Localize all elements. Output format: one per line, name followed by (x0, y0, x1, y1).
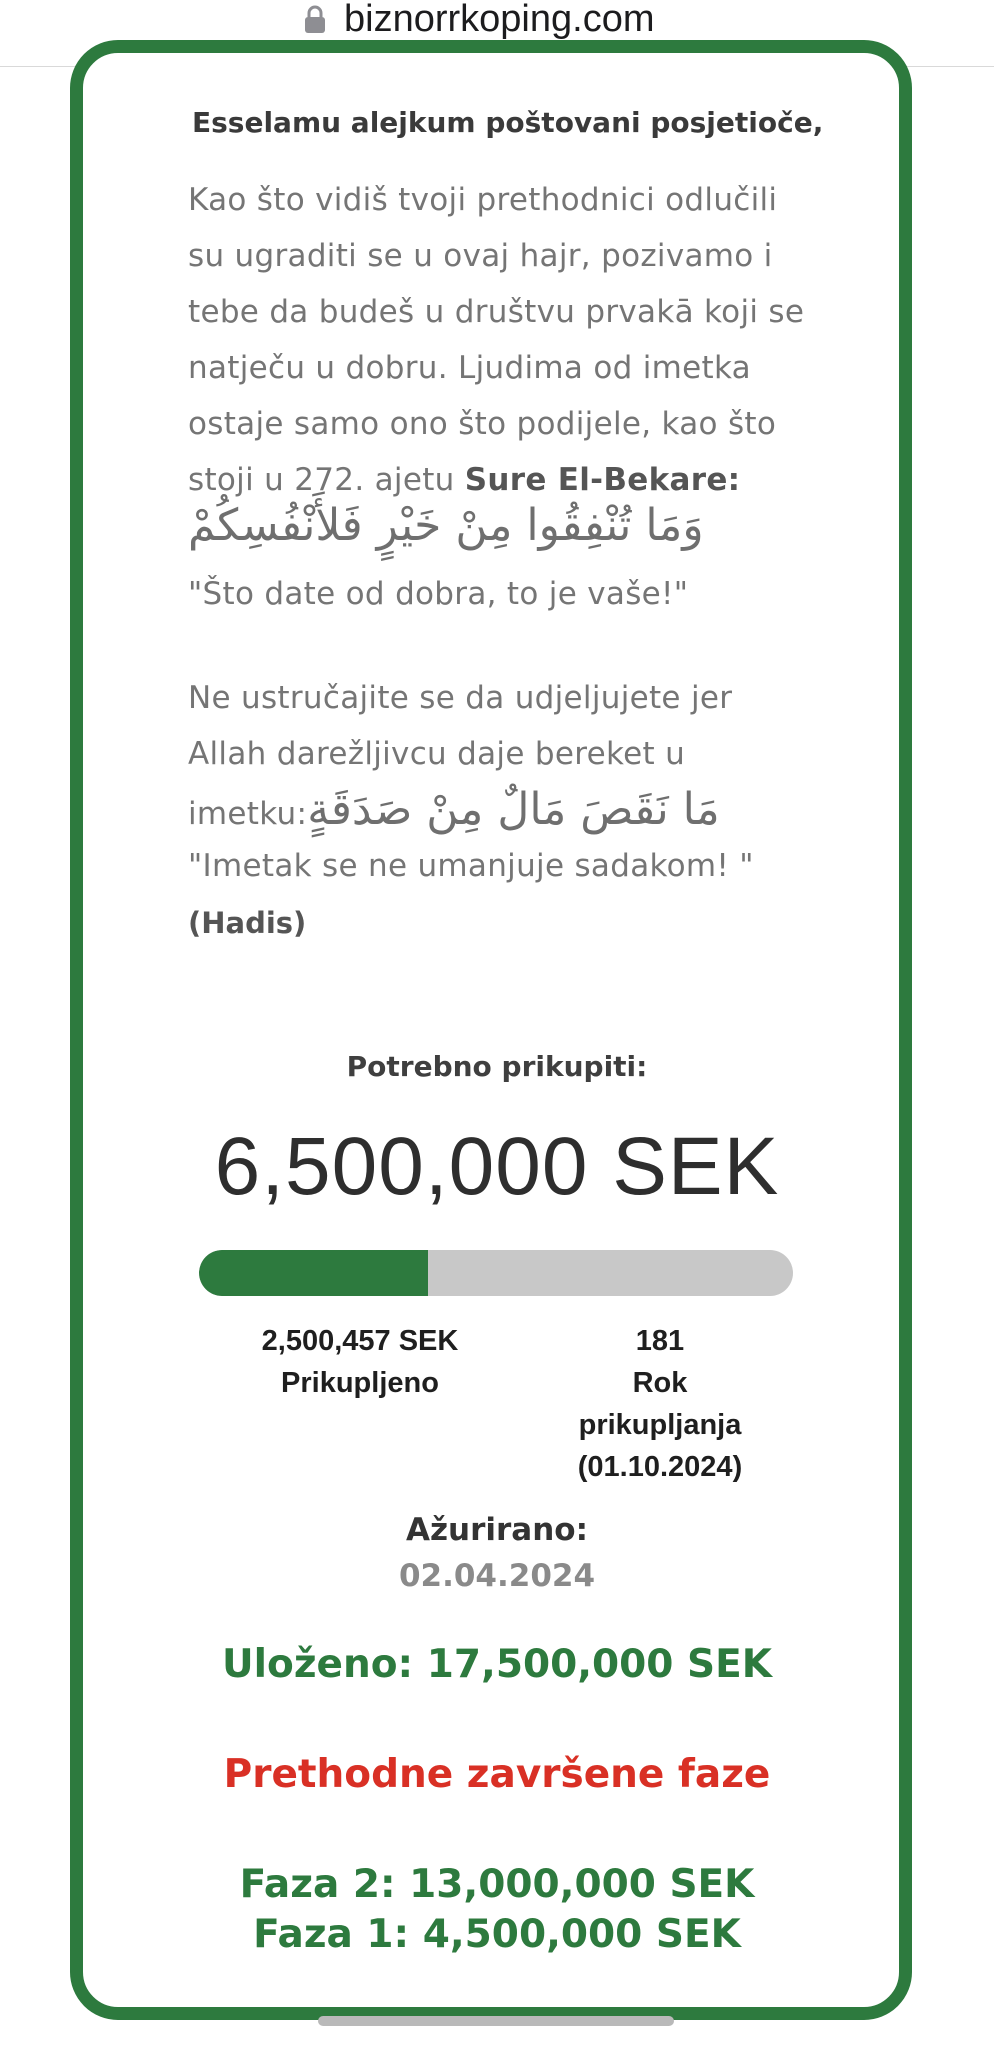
paragraph-line: tebe da budeš u društvu prvakā koji se (188, 294, 805, 330)
previous-phases-heading: Prethodne završene faze (223, 1752, 771, 1797)
deadline-date: (01.10.2024) (577, 1451, 743, 1483)
paragraph-line: ostaje samo ono što podijele, kao što (188, 406, 777, 442)
intro-paragraph (188, 172, 828, 508)
ayah-arabic: وَمَا تُنْفِقُوا مِنْ خَيْرٍ فَلأَنْفُسِكُمْ (188, 500, 704, 551)
deadline-label: prikupljanja (578, 1409, 742, 1441)
progress-bar (199, 1250, 793, 1296)
charity-paragraph (188, 670, 828, 842)
paragraph-line: natječu u dobru. Ljudima od imetka (188, 350, 751, 386)
goal-amount: 6,500,000 SEK (214, 1121, 780, 1212)
paragraph-line: Allah darežljivcu daje bereket u (188, 736, 686, 772)
collected-amount: 2,500,457 SEK (261, 1325, 459, 1357)
phase-item: Faza 2: 13,000,000 SEK (239, 1862, 755, 1907)
progress-fill (199, 1250, 428, 1296)
paragraph-line: Ne ustručajite se da udjeljujete jer (188, 680, 733, 716)
invested-total: Uloženo: 17,500,000 SEK (222, 1642, 772, 1687)
collected-stat (210, 1320, 510, 1404)
hadith-source: (Hadis) (188, 906, 307, 940)
url-text[interactable]: biznorrkoping.com (344, 0, 655, 40)
paragraph-line (188, 782, 828, 842)
surah-name: Sure El-Bekare: (464, 462, 741, 498)
lock-icon (304, 4, 326, 34)
phase-item: Faza 1: 4,500,000 SEK (253, 1912, 741, 1957)
home-indicator[interactable] (318, 2016, 674, 2026)
imetku-prefix: imetku: (188, 796, 308, 832)
goal-label: Potrebno prikupiti: (346, 1050, 648, 1083)
ayah-arabic-line (188, 500, 708, 551)
updated-date: 02.04.2024 (398, 1558, 596, 1594)
paragraph-line: Kao što vidiš tvoji prethodnici odlučili (188, 182, 778, 218)
ayah-translation: "Što date od dobra, to je vaše!" (188, 576, 689, 612)
greeting-heading: Esselamu alejkum poštovani posjetioče, (192, 106, 824, 139)
updated-label: Ažurirano: (406, 1512, 588, 1548)
days-left: 181 (635, 1325, 685, 1357)
paragraph-line: su ugraditi se u ovaj hajr, pozivamo i (188, 238, 773, 274)
deadline-label: Rok (632, 1367, 688, 1399)
deadline-stat (530, 1320, 790, 1488)
hadith-arabic: مَا نَقَصَ مَالٌ مِنْ صَدَقَةٍ (307, 784, 720, 835)
collected-label: Prikupljeno (281, 1367, 439, 1399)
ayah-reference-prefix: stoji u 272. ajetu (188, 462, 465, 498)
hadith-translation: "Imetak se ne umanjuje sadakom! " (188, 848, 754, 884)
